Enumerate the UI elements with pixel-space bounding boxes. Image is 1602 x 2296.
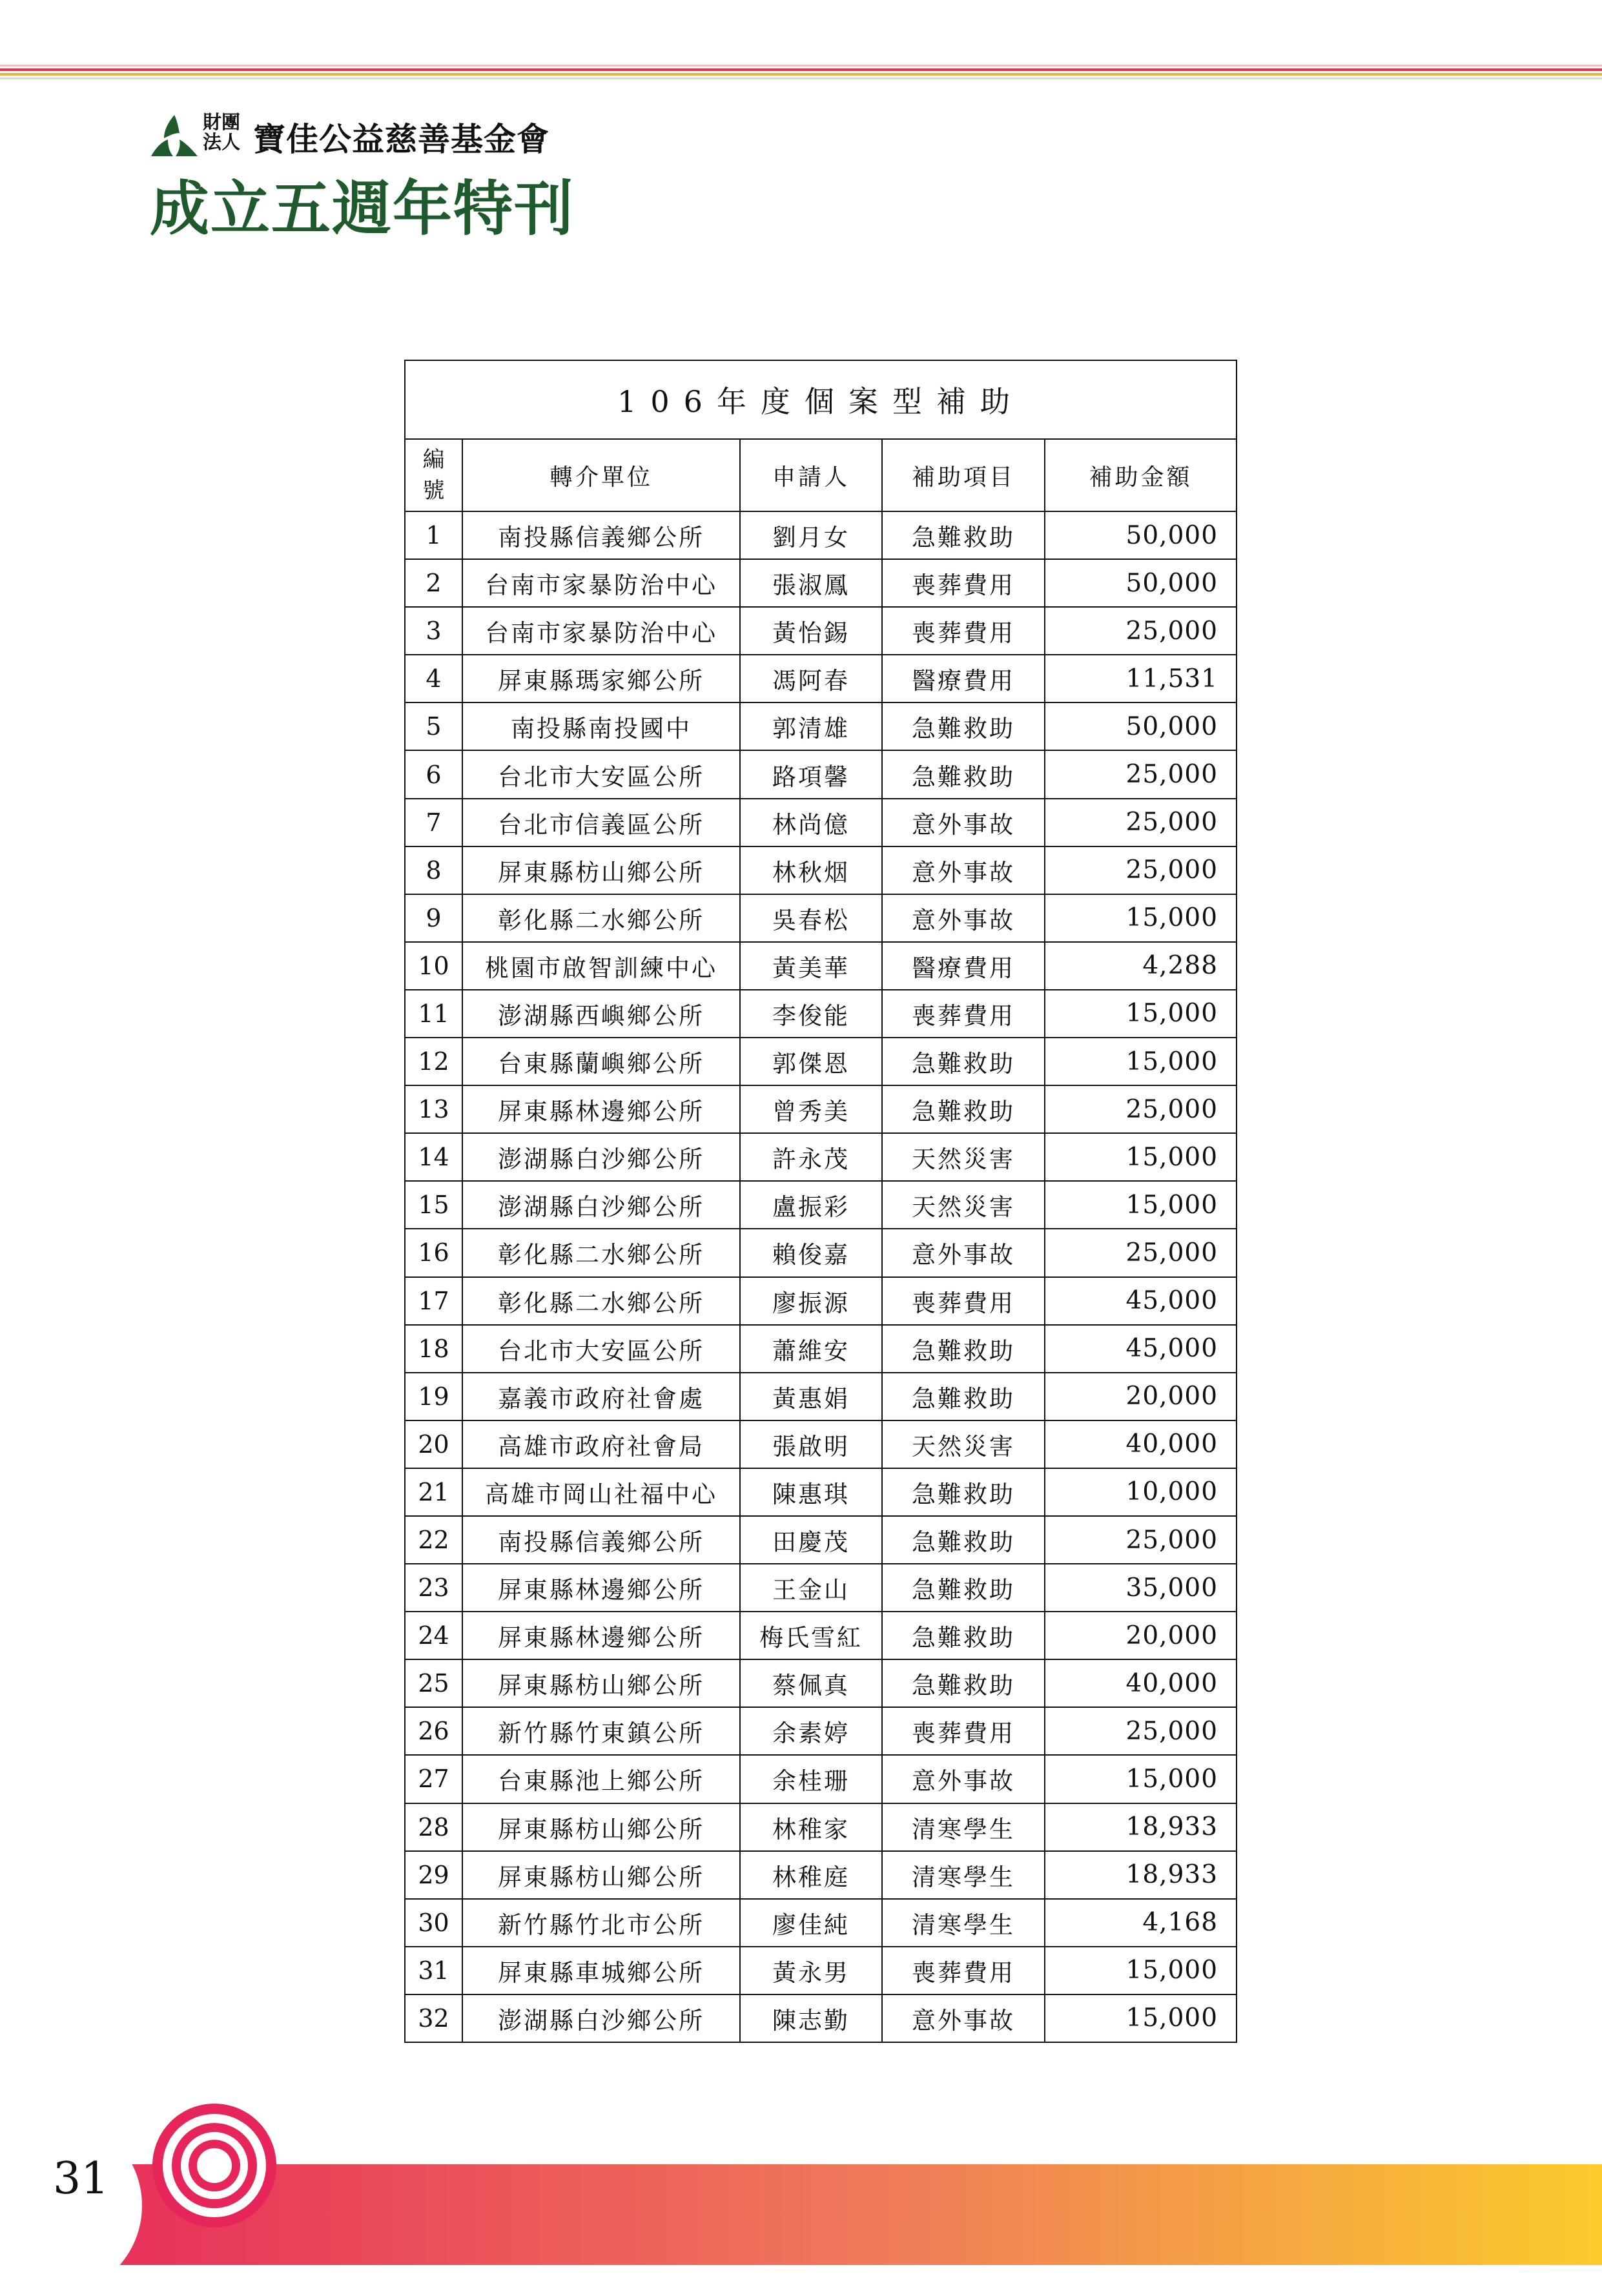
row-amount: 25,000: [1045, 1516, 1237, 1564]
row-applicant: 郭傑恩: [740, 1038, 882, 1085]
row-item: 清寒學生: [882, 1851, 1045, 1899]
row-amount: 15,000: [1045, 1947, 1237, 1994]
row-item: 醫療費用: [882, 655, 1045, 702]
table-title: 106年度個案型補助: [405, 360, 1237, 439]
row-unit: 彰化縣二水鄉公所: [462, 1229, 740, 1276]
table-row: [405, 1707, 1237, 1755]
row-unit: 屏東縣枋山鄉公所: [462, 1659, 740, 1707]
row-applicant: 許永茂: [740, 1133, 882, 1181]
table-header-row: [405, 439, 1237, 511]
row-item: 喪葬費用: [882, 990, 1045, 1038]
row-amount: 15,000: [1045, 1755, 1237, 1803]
row-unit: 屏東縣林邊鄉公所: [462, 1612, 740, 1659]
row-unit: 新竹縣竹東鎮公所: [462, 1707, 740, 1755]
table-row: [405, 655, 1237, 702]
table-row: [405, 1564, 1237, 1612]
header-no-line1: 編: [422, 447, 445, 473]
row-amount: 20,000: [1045, 1612, 1237, 1659]
header: [150, 110, 602, 243]
row-item: 喪葬費用: [882, 1707, 1045, 1755]
row-applicant: 余桂珊: [740, 1755, 882, 1803]
header-no-line2: 號: [422, 478, 445, 504]
row-amount: 10,000: [1045, 1468, 1237, 1516]
row-applicant: 廖佳純: [740, 1899, 882, 1947]
org-prefix: [203, 112, 240, 152]
row-item: 意外事故: [882, 799, 1045, 846]
row-applicant: 林稚庭: [740, 1851, 882, 1899]
row-no: 27: [405, 1755, 462, 1803]
row-item: 急難救助: [882, 1038, 1045, 1085]
row-applicant: 李俊能: [740, 990, 882, 1038]
row-no: 28: [405, 1803, 462, 1851]
row-no: 30: [405, 1899, 462, 1947]
row-amount: 4,168: [1045, 1899, 1237, 1947]
row-unit: 澎湖縣白沙鄉公所: [462, 1181, 740, 1229]
row-item: 急難救助: [882, 1564, 1045, 1612]
row-item: 清寒學生: [882, 1899, 1045, 1947]
row-unit: 台北市大安區公所: [462, 750, 740, 798]
row-amount: 50,000: [1045, 559, 1237, 607]
table-row: [405, 559, 1237, 607]
row-item: 意外事故: [882, 846, 1045, 894]
row-applicant: 吳春松: [740, 894, 882, 942]
row-item: 急難救助: [882, 1659, 1045, 1707]
org-name: 寶佳公益慈善基金會: [253, 121, 549, 158]
table-row: [405, 1516, 1237, 1564]
table-row: [405, 1803, 1237, 1851]
special-issue-title: 成立五週年特刊: [150, 174, 575, 243]
table-row: [405, 942, 1237, 990]
table-row: [405, 511, 1237, 559]
table-body: [405, 511, 1237, 2042]
row-amount: 25,000: [1045, 1085, 1237, 1133]
table-row: [405, 1659, 1237, 1707]
row-amount: 4,288: [1045, 942, 1237, 990]
header-no: [405, 439, 462, 511]
subsidy-table: [404, 360, 1237, 2043]
row-applicant: 盧振彩: [740, 1181, 882, 1229]
row-item: 意外事故: [882, 1229, 1045, 1276]
table-row: [405, 1133, 1237, 1181]
row-item: 喪葬費用: [882, 1947, 1045, 1994]
row-no: 24: [405, 1612, 462, 1659]
row-no: 32: [405, 1994, 462, 2042]
row-amount: 25,000: [1045, 799, 1237, 846]
foundation-logo-icon: [150, 114, 199, 160]
table-row: [405, 1468, 1237, 1516]
row-amount: 11,531: [1045, 655, 1237, 702]
row-unit: 屏東縣林邊鄉公所: [462, 1564, 740, 1612]
table-row: [405, 1947, 1237, 1994]
row-item: 喪葬費用: [882, 1277, 1045, 1325]
row-applicant: 林尚億: [740, 799, 882, 846]
row-amount: 15,000: [1045, 1994, 1237, 2042]
row-no: 29: [405, 1851, 462, 1899]
row-item: 急難救助: [882, 750, 1045, 798]
row-applicant: 黃美華: [740, 942, 882, 990]
table-row: [405, 1612, 1237, 1659]
row-amount: 35,000: [1045, 1564, 1237, 1612]
row-no: 1: [405, 511, 462, 559]
row-unit: 台南市家暴防治中心: [462, 559, 740, 607]
row-applicant: 蕭維安: [740, 1325, 882, 1373]
row-item: 急難救助: [882, 1468, 1045, 1516]
row-unit: 屏東縣車城鄉公所: [462, 1947, 740, 1994]
row-amount: 40,000: [1045, 1659, 1237, 1707]
row-item: 清寒學生: [882, 1803, 1045, 1851]
row-no: 5: [405, 702, 462, 750]
row-unit: 屏東縣林邊鄉公所: [462, 1085, 740, 1133]
table-row: [405, 1085, 1237, 1133]
row-unit: 台南市家暴防治中心: [462, 607, 740, 655]
table-row: [405, 1899, 1237, 1947]
row-no: 15: [405, 1181, 462, 1229]
row-item: 急難救助: [882, 1373, 1045, 1420]
row-amount: 25,000: [1045, 750, 1237, 798]
table-row: [405, 1994, 1237, 2042]
row-applicant: 林秋烟: [740, 846, 882, 894]
row-applicant: 黃惠娟: [740, 1373, 882, 1420]
row-amount: 15,000: [1045, 990, 1237, 1038]
row-item: 急難救助: [882, 1612, 1045, 1659]
header-applicant: 申請人: [740, 439, 882, 511]
row-applicant: 賴俊嘉: [740, 1229, 882, 1276]
row-applicant: 黃永男: [740, 1947, 882, 1994]
row-amount: 50,000: [1045, 511, 1237, 559]
table-row: [405, 1277, 1237, 1325]
row-item: 急難救助: [882, 511, 1045, 559]
row-no: 20: [405, 1420, 462, 1468]
row-unit: 屏東縣瑪家鄉公所: [462, 655, 740, 702]
row-amount: 25,000: [1045, 846, 1237, 894]
table-row: [405, 1851, 1237, 1899]
row-no: 19: [405, 1373, 462, 1420]
row-no: 26: [405, 1707, 462, 1755]
row-amount: 18,933: [1045, 1803, 1237, 1851]
row-unit: 彰化縣二水鄉公所: [462, 1277, 740, 1325]
table-row: [405, 607, 1237, 655]
row-unit: 新竹縣竹北市公所: [462, 1899, 740, 1947]
row-amount: 25,000: [1045, 1707, 1237, 1755]
row-unit: 彰化縣二水鄉公所: [462, 894, 740, 942]
table-row: [405, 1038, 1237, 1085]
row-unit: 台東縣蘭嶼鄉公所: [462, 1038, 740, 1085]
row-applicant: 廖振源: [740, 1277, 882, 1325]
header-item: 補助項目: [882, 439, 1045, 511]
row-unit: 桃園市啟智訓練中心: [462, 942, 740, 990]
page-number: 31: [53, 2153, 109, 2204]
row-amount: 25,000: [1045, 607, 1237, 655]
row-amount: 45,000: [1045, 1277, 1237, 1325]
row-no: 7: [405, 799, 462, 846]
row-no: 12: [405, 1038, 462, 1085]
row-unit: 高雄市政府社會局: [462, 1420, 740, 1468]
row-amount: 15,000: [1045, 1181, 1237, 1229]
row-unit: 嘉義市政府社會處: [462, 1373, 740, 1420]
row-applicant: 路項馨: [740, 750, 882, 798]
table-row: [405, 846, 1237, 894]
row-applicant: 王金山: [740, 1564, 882, 1612]
row-item: 急難救助: [882, 1325, 1045, 1373]
row-unit: 屏東縣枋山鄉公所: [462, 1803, 740, 1851]
row-no: 13: [405, 1085, 462, 1133]
row-no: 16: [405, 1229, 462, 1276]
page-number-circle: [0, 2115, 142, 2296]
row-no: 23: [405, 1564, 462, 1612]
row-item: 喪葬費用: [882, 607, 1045, 655]
concentric-circles-icon: [150, 2101, 279, 2230]
row-applicant: 郭清雄: [740, 702, 882, 750]
row-applicant: 余素婷: [740, 1707, 882, 1755]
row-no: 18: [405, 1325, 462, 1373]
row-amount: 15,000: [1045, 1133, 1237, 1181]
row-no: 14: [405, 1133, 462, 1181]
row-no: 8: [405, 846, 462, 894]
row-unit: 南投縣南投國中: [462, 702, 740, 750]
row-item: 急難救助: [882, 1516, 1045, 1564]
row-no: 4: [405, 655, 462, 702]
row-item: 喪葬費用: [882, 559, 1045, 607]
row-item: 意外事故: [882, 1755, 1045, 1803]
row-applicant: 蔡佩真: [740, 1659, 882, 1707]
row-unit: 南投縣信義鄉公所: [462, 1516, 740, 1564]
row-item: 天然災害: [882, 1420, 1045, 1468]
row-no: 10: [405, 942, 462, 990]
row-amount: 45,000: [1045, 1325, 1237, 1373]
row-no: 21: [405, 1468, 462, 1516]
row-item: 天然災害: [882, 1181, 1045, 1229]
row-unit: 澎湖縣白沙鄉公所: [462, 1994, 740, 2042]
top-decorative-stripes: [0, 65, 1602, 84]
row-unit: 屏東縣枋山鄉公所: [462, 1851, 740, 1899]
table-row: [405, 990, 1237, 1038]
row-no: 11: [405, 990, 462, 1038]
row-amount: 18,933: [1045, 1851, 1237, 1899]
row-unit: 台北市大安區公所: [462, 1325, 740, 1373]
table-row: [405, 799, 1237, 846]
row-amount: 40,000: [1045, 1420, 1237, 1468]
row-unit: 澎湖縣西嶼鄉公所: [462, 990, 740, 1038]
table-row: [405, 894, 1237, 942]
row-unit: 澎湖縣白沙鄉公所: [462, 1133, 740, 1181]
table-row: [405, 1229, 1237, 1276]
table-row: [405, 702, 1237, 750]
table-row: [405, 1181, 1237, 1229]
row-unit: 高雄市岡山社福中心: [462, 1468, 740, 1516]
row-no: 9: [405, 894, 462, 942]
header-unit: 轉介單位: [462, 439, 740, 511]
row-unit: 台北市信義區公所: [462, 799, 740, 846]
org-prefix-line2: 法人: [203, 131, 241, 153]
table-row: [405, 750, 1237, 798]
row-applicant: 陳惠琪: [740, 1468, 882, 1516]
row-item: 急難救助: [882, 1085, 1045, 1133]
row-amount: 15,000: [1045, 894, 1237, 942]
row-no: 2: [405, 559, 462, 607]
row-no: 6: [405, 750, 462, 798]
row-applicant: 馮阿春: [740, 655, 882, 702]
row-item: 天然災害: [882, 1133, 1045, 1181]
row-amount: 20,000: [1045, 1373, 1237, 1420]
table-row: [405, 1420, 1237, 1468]
header-amount: 補助金額: [1045, 439, 1237, 511]
row-unit: 台東縣池上鄉公所: [462, 1755, 740, 1803]
row-amount: 25,000: [1045, 1229, 1237, 1276]
row-no: 31: [405, 1947, 462, 1994]
row-no: 3: [405, 607, 462, 655]
row-amount: 50,000: [1045, 702, 1237, 750]
row-item: 急難救助: [882, 702, 1045, 750]
table-row: [405, 1373, 1237, 1420]
row-item: 意外事故: [882, 894, 1045, 942]
row-no: 22: [405, 1516, 462, 1564]
row-no: 17: [405, 1277, 462, 1325]
org-prefix-line1: 財團: [203, 111, 241, 133]
row-item: 醫療費用: [882, 942, 1045, 990]
table-row: [405, 1755, 1237, 1803]
row-applicant: 黃怡錫: [740, 607, 882, 655]
row-applicant: 張淑鳳: [740, 559, 882, 607]
row-applicant: 田慶茂: [740, 1516, 882, 1564]
row-no: 25: [405, 1659, 462, 1707]
row-applicant: 林稚家: [740, 1803, 882, 1851]
row-unit: 屏東縣枋山鄉公所: [462, 846, 740, 894]
row-unit: 南投縣信義鄉公所: [462, 511, 740, 559]
row-applicant: 梅氏雪紅: [740, 1612, 882, 1659]
row-item: 意外事故: [882, 1994, 1045, 2042]
row-applicant: 陳志勤: [740, 1994, 882, 2042]
row-applicant: 劉月女: [740, 511, 882, 559]
row-applicant: 曾秀美: [740, 1085, 882, 1133]
row-applicant: 張啟明: [740, 1420, 882, 1468]
row-amount: 15,000: [1045, 1038, 1237, 1085]
table-row: [405, 1325, 1237, 1373]
